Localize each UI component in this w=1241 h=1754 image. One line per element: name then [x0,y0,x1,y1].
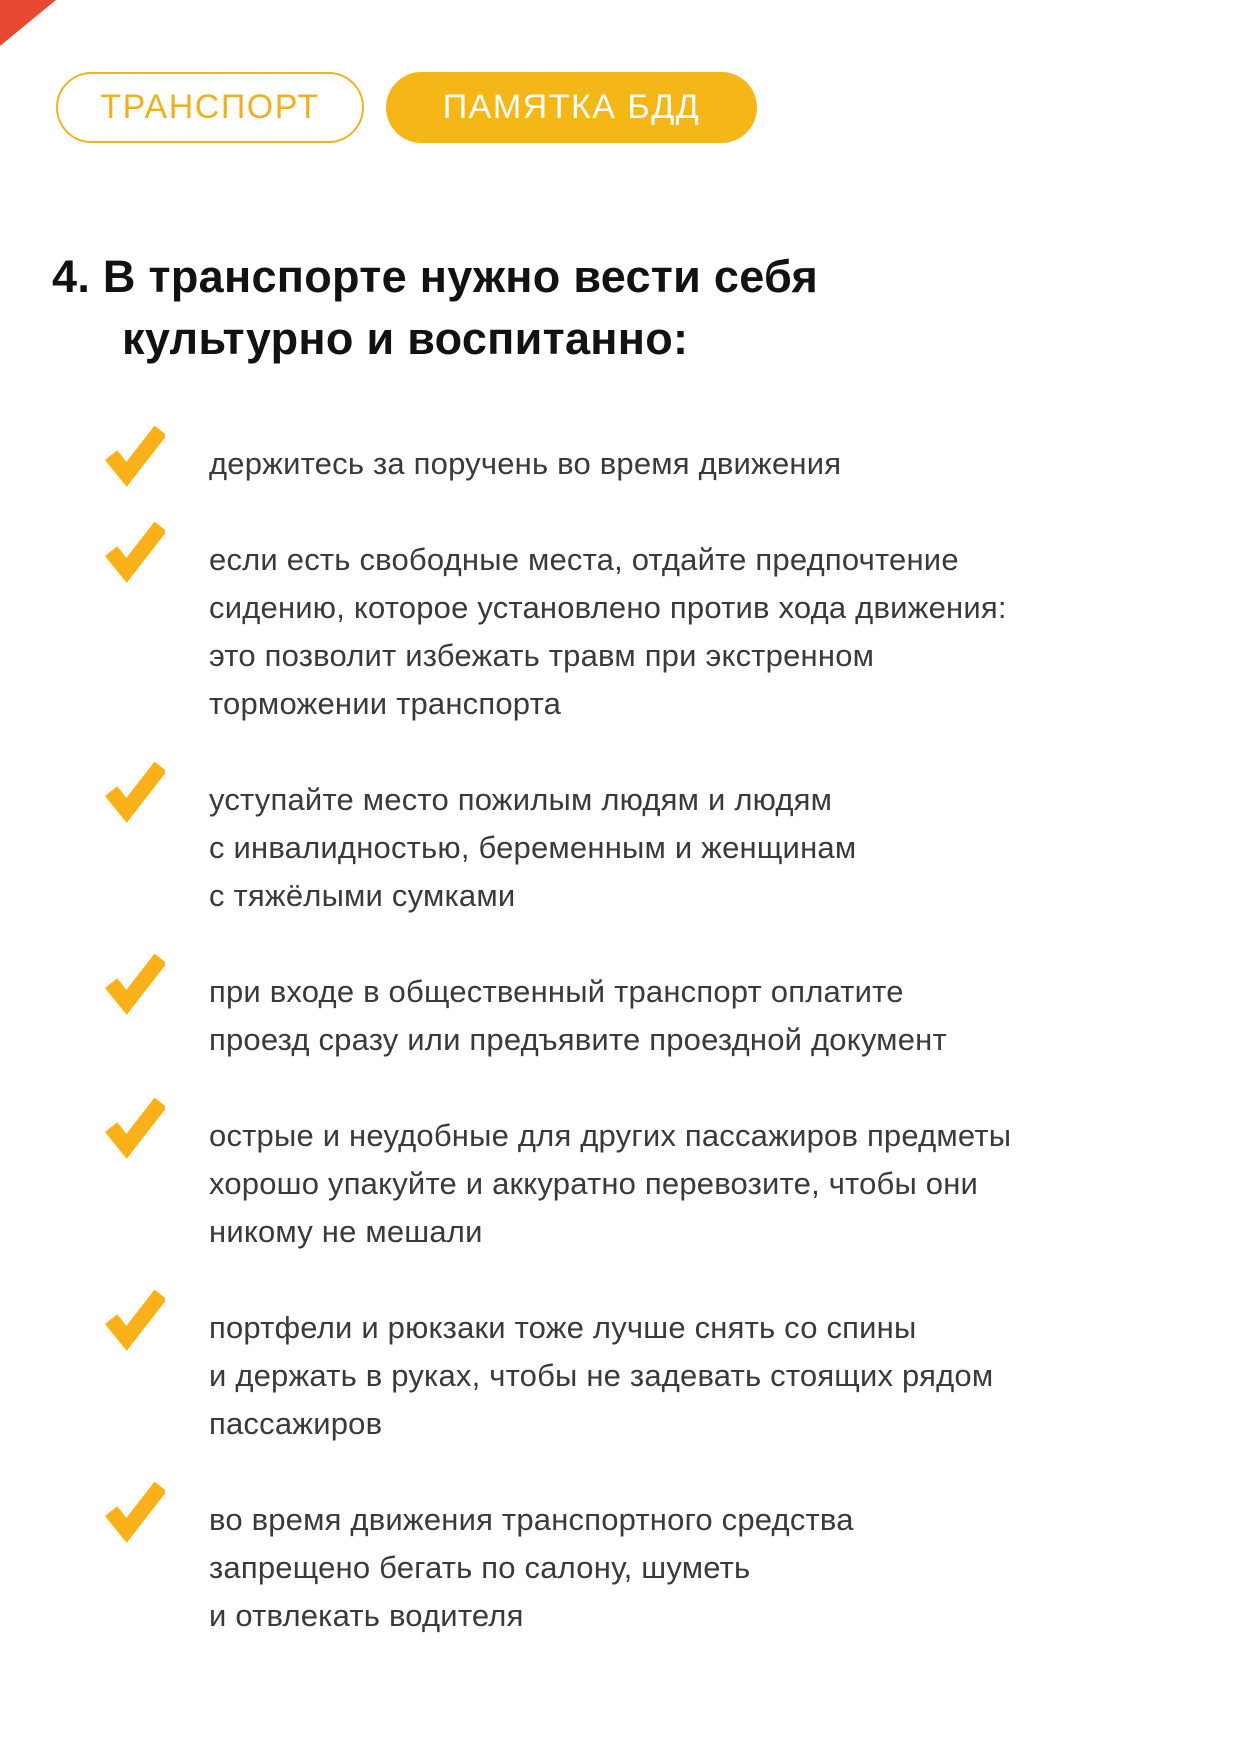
checklist-item-line: запрещено бегать по салону, шуметь [209,1550,751,1585]
checklist-item-text [209,1304,993,1448]
badge-transport [56,72,364,143]
checkmark-icon [103,954,165,1016]
checklist-item-line: портфели и рюкзаки тоже лучше снять со спины [209,1310,917,1345]
checklist-item [103,440,1163,488]
checklist-item-line: при входе в общественный транспорт оплатите [209,974,904,1009]
checkmark-icon [103,1290,165,1352]
checklist-item-line: это позволит избежать травм при экстренном [209,638,875,673]
checklist-item-line: если есть свободные места, отдайте предпочтение [209,542,959,577]
checklist-item-line: с инвалидностью, беременным и женщинам [209,830,857,865]
checklist-item-line: пассажиров [209,1406,383,1441]
page-title-line2: культурно и воспитанно: [122,313,689,364]
checklist-item [103,536,1163,728]
checklist-item [103,1112,1163,1256]
checklist-item-line: торможении транспорта [209,686,562,721]
checklist-item-line: хорошо упакуйте и аккуратно перевозите, чтобы они [209,1166,979,1201]
checklist-item [103,968,1163,1064]
checklist-item-line: и держать в руках, чтобы не задевать стоящих рядом [209,1358,994,1393]
checklist-item-text [209,536,1007,728]
checkmark-icon [103,522,165,584]
checklist-item-line: держитесь за поручень во время движения [209,446,842,481]
checklist-item-line: сидению, которое установлено против хода движения: [209,590,1007,625]
checklist-item-line: уступайте место пожилым людям и людям [209,782,833,817]
checklist-item-text [209,968,947,1064]
page-title [52,246,818,370]
checklist-item-text [209,1496,854,1640]
checkmark-icon [103,1098,165,1160]
checklist-item-text [209,440,841,488]
checklist-item-line: и отвлекать водителя [209,1598,524,1633]
checkmark-icon [103,426,165,488]
badge-transport-label: ТРАНСПОРТ [100,88,320,126]
checklist-item-line: проезд сразу или предъявите проездной документ [209,1022,947,1057]
checklist [103,440,1163,1688]
checkmark-icon [103,1482,165,1544]
checklist-item [103,776,1163,920]
checklist-item-line: никому не мешали [209,1214,483,1249]
checklist-item-line: с тяжёлыми сумками [209,878,516,913]
checklist-item [103,1304,1163,1448]
badge-pamyatka-bdd [386,72,757,143]
checkmark-icon [103,762,165,824]
checklist-item-line: острые и неудобные для других пассажиров предметы [209,1118,1012,1153]
badge-row [56,72,757,143]
checklist-item [103,1496,1163,1640]
checklist-item-text [209,1112,1011,1256]
corner-ribbon [0,0,56,46]
checklist-item-text [209,776,856,920]
page-title-line1: 4. В транспорте нужно вести себя [52,251,819,302]
checklist-item-line: во время движения транспортного средства [209,1502,854,1537]
badge-pamyatka-bdd-label: ПАМЯТКА БДД [442,88,701,126]
